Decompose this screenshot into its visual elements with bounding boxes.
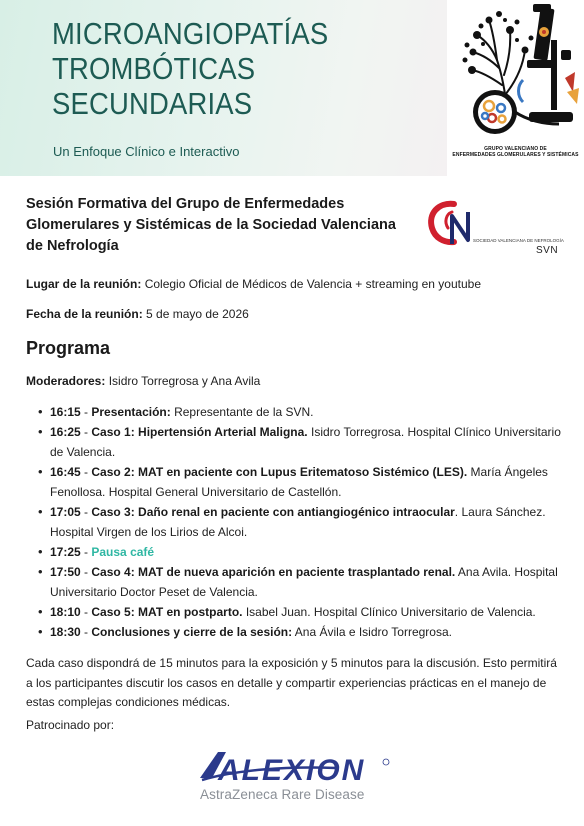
program-item: • 16:15 - Presentación: Representante de la SVN. [40, 402, 570, 422]
session-title: Sesión Formativa del Grupo de Enfermedades Glomerulares y Sistémicas de la Sociedad Valenciana de Nefrología [26, 196, 396, 254]
moderators-label: Moderadores: [26, 374, 106, 388]
program-list [40, 402, 570, 642]
moderators-value: Isidro Torregrosa y Ana Avila [108, 374, 261, 388]
header-banner [0, 0, 584, 176]
event-title [52, 17, 328, 122]
meeting-location [26, 277, 481, 291]
sponsor-label: Patrocinado por: [26, 718, 115, 732]
program-item: • 17:05 - Caso 3: Daño renal en paciente con antiangiogénico intraocular. Laura Sánchez. Hospital Virgen de los Lirios de Alcoi. [40, 502, 570, 542]
location-label: Lugar de la reunión: [26, 277, 142, 291]
program-item: • 16:25 - Caso 1: Hipertensión Arterial Maligna. Isidro Torregrosa. Hospital Clínico Universitario de Valencia. [40, 422, 570, 462]
date-label: Fecha de la reunión: [26, 307, 143, 321]
alexion-tagline: AstraZeneca Rare Disease [200, 787, 365, 802]
meeting-date [26, 307, 249, 321]
program-item: • 18:30 - Conclusiones y cierre de la sesión: Ana Ávila e Isidro Torregrosa. [40, 622, 570, 642]
svn-logo-acronym: SVN [536, 245, 559, 256]
event-subtitle: Un Enfoque Clínico e Interactivo [53, 144, 240, 159]
title-line-1: MICROANGIOPATÍAS [52, 17, 329, 51]
logo-caption-line-2: ENFERMEDADES GLOMERULARES Y SISTÉMICAS [452, 152, 579, 158]
alexion-wordmark: ALEXION [218, 754, 366, 787]
program-item-break: • 17:25 - Pausa café [40, 542, 570, 562]
svn-logo-text: SOCIEDAD VALENCIANA DE NEFROLOGÍA [473, 238, 564, 243]
coffee-break-label: Pausa café [91, 545, 155, 559]
group-logo-caption [447, 146, 584, 158]
moderators [26, 374, 260, 388]
title-line-2: TROMBÓTICAS [52, 52, 256, 86]
microscope-tree-icon [447, 0, 584, 146]
closing-paragraph: Cada caso dispondrá de 15 minutos para la exposición y 5 minutos para la discusión. Esto permitirá a los participantes discutir los casos en detalle y compartir experiencias prácticas en el manejo de estas complejas condiciones médicas. [26, 656, 557, 709]
program-heading: Programa [26, 338, 111, 358]
program-item: • 17:50 - Caso 4: MAT de nueva aparición en paciente trasplantado renal. Ana Avila. Hospital Universitario Doctor Peset de Valencia. [40, 562, 570, 602]
location-value: Colegio Oficial de Médicos de Valencia + streaming en youtube [144, 277, 481, 291]
title-line-3: SECUNDARIAS [52, 87, 253, 121]
program-item: • 18:10 - Caso 5: MAT en postparto. Isabel Juan. Hospital Clínico Universitario de Valencia. [40, 602, 570, 622]
group-logo [447, 0, 584, 176]
date-value: 5 de mayo de 2026 [146, 307, 249, 321]
program-item: • 16:45 - Caso 2: MAT en paciente con Lupus Eritematoso Sistémico (LES). María Ángeles Fenollosa. Hospital General Universitario de Castellón. [40, 462, 570, 502]
logo-caption-line-1: GRUPO VALENCIANO DE [484, 146, 547, 152]
